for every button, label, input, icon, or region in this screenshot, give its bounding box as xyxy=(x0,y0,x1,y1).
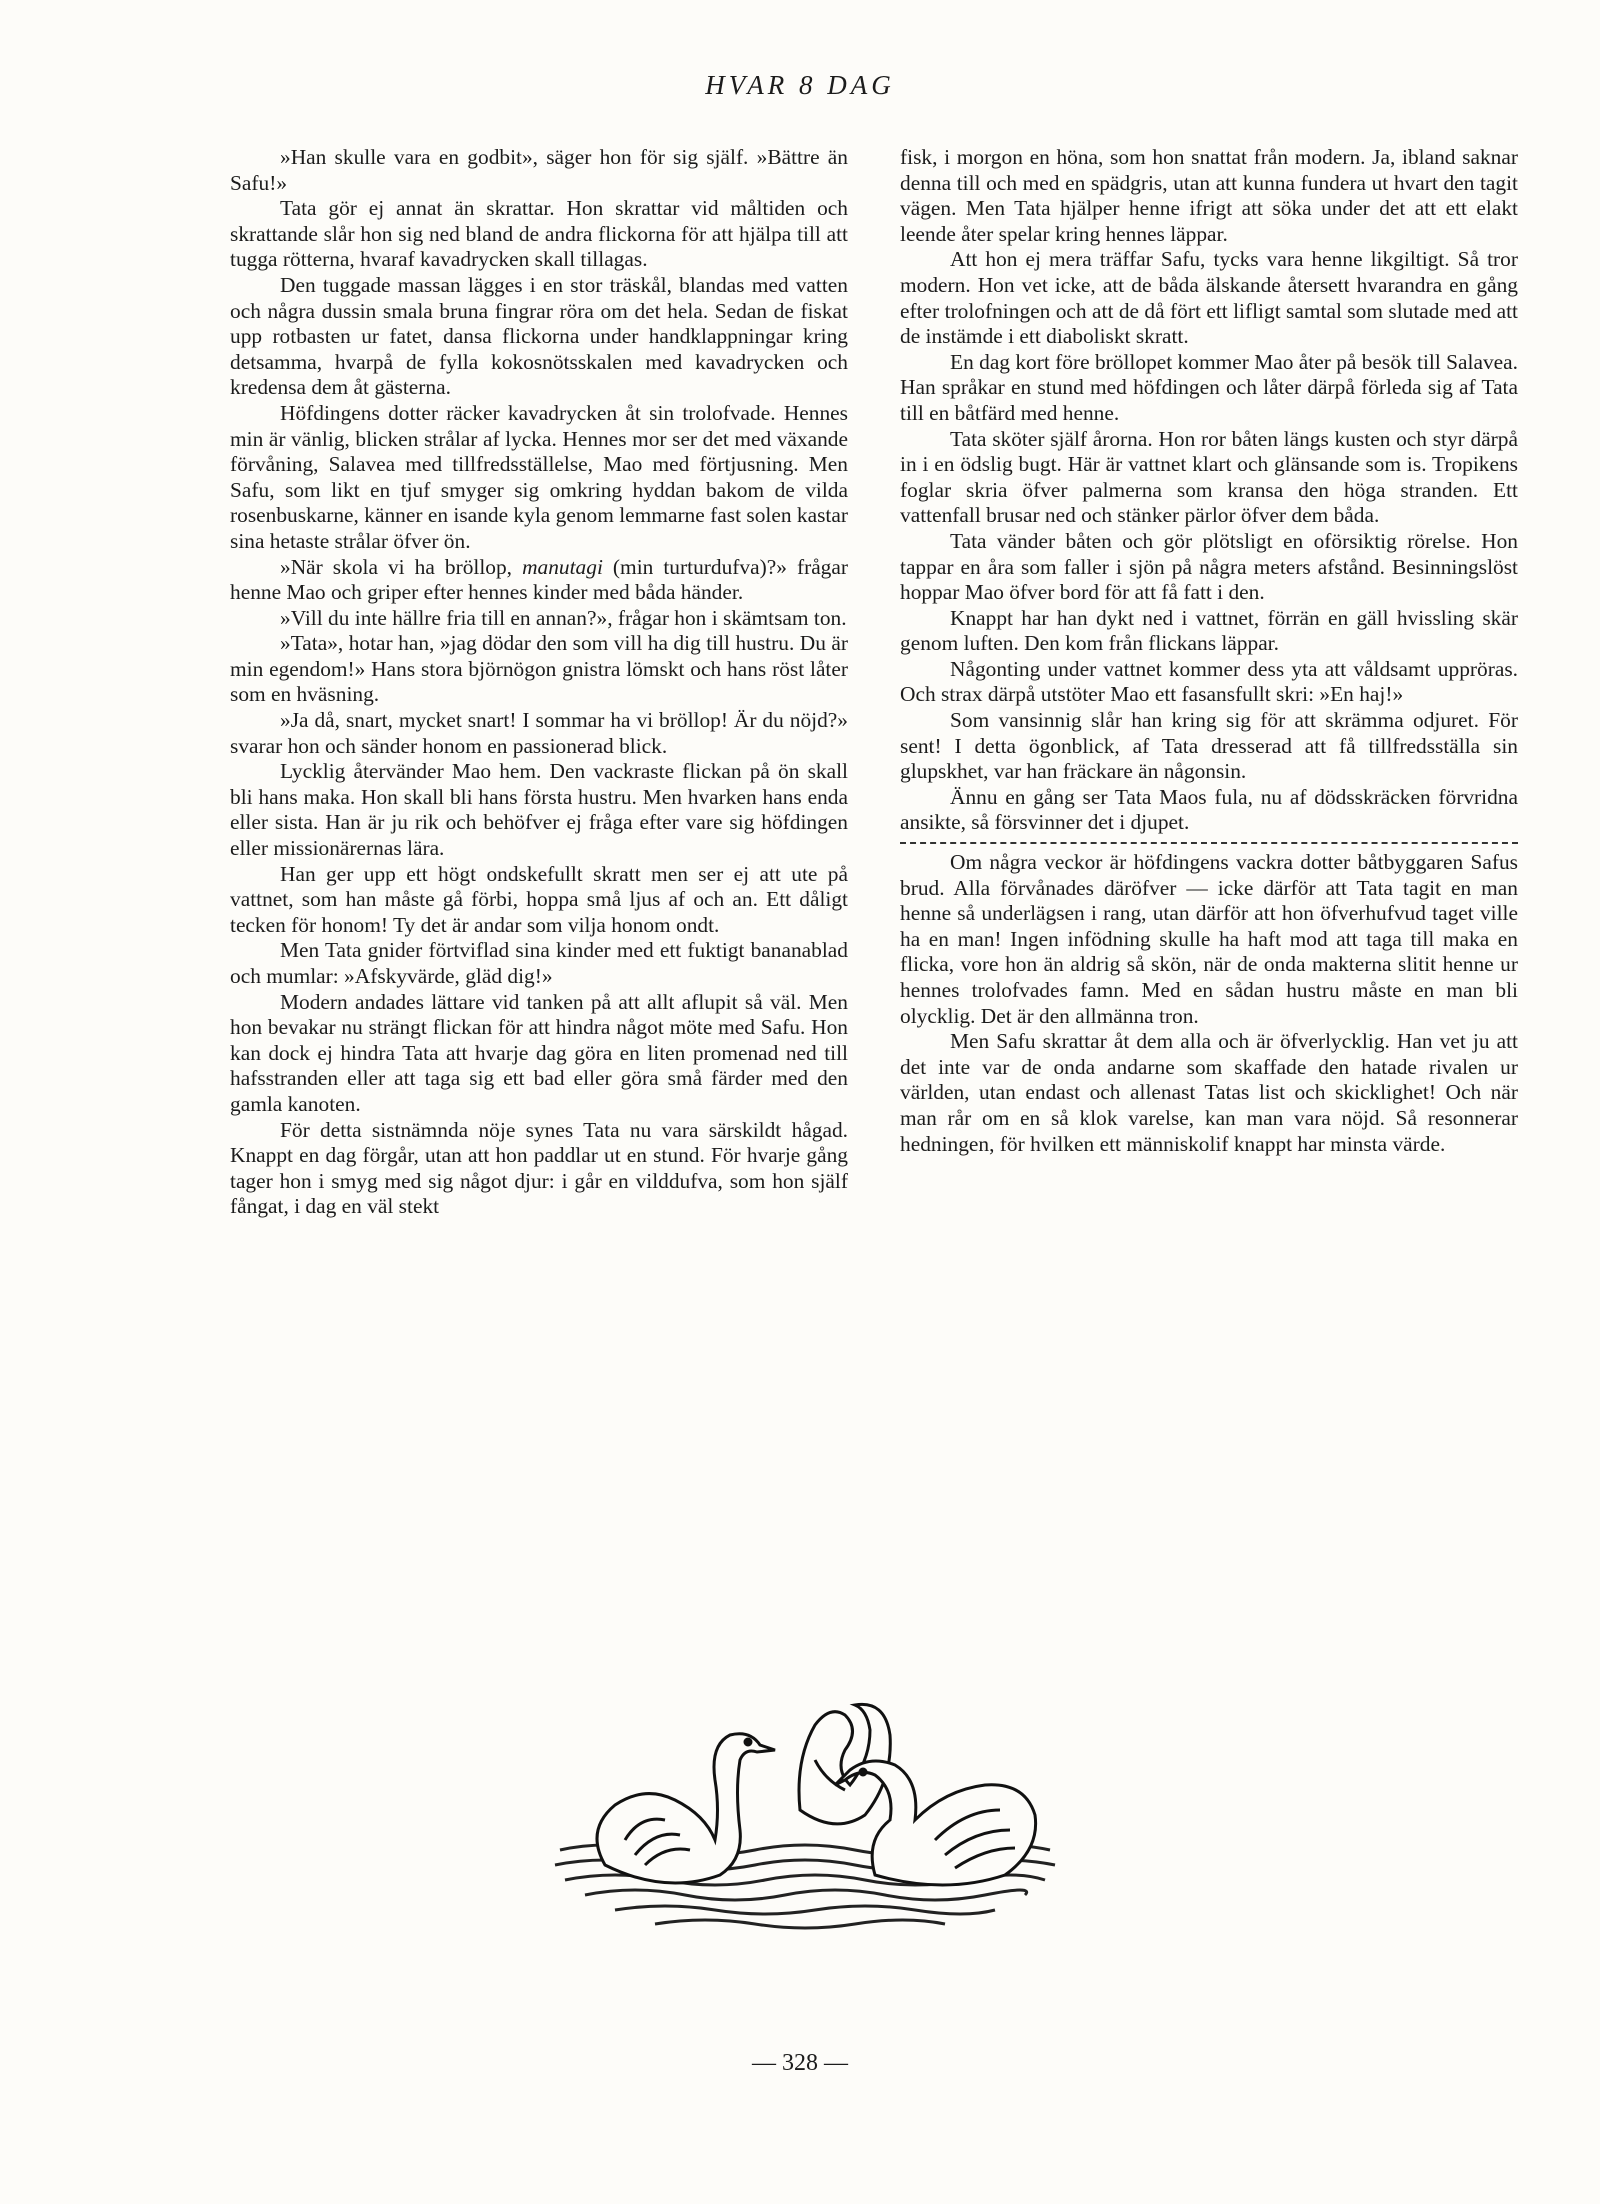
swans-illustration xyxy=(545,1690,1065,1940)
paragraph: fisk, i morgon en höna, som hon snattat från modern. Ja, ibland saknar denna till och med en spädgris, utan att kunna fundera ut hvart den tagit vägen. Men Tata hjälper henne ifrigt att söka under det att ett elakt leende åter spelar kring hennes läppar. xyxy=(900,145,1518,246)
paragraph: Om några veckor är höfdingens vackra dotter båtbyggaren Safus brud. Alla förvånades däröfver — icke därför att Tata tagit en man henne så underlägsen i rang, utan därför att hon öfverhufvud taget ville ha en man! Ingen infödning skulle ha haft mod att taga till maka en flicka, vore hon än aldrig så skön, när de onda makterna slitit henne ur hennes trolofvades famn. Med en sådan hustru måste en man bli olycklig. Det är den allmänna tron. xyxy=(900,850,1518,1028)
paragraph: Han ger upp ett högt ondskefullt skratt men ser ej att ute på vattnet, som han måste gå förbi, hoppa små ljus af och an. Ett dåligt tecken för honom! Ty det är andar som vilja honom ondt. xyxy=(230,861,848,937)
paragraph: En dag kort före bröllopet kommer Mao åter på besök till Salavea. Han språkar en stund med höfdingen och låter därpå förleda sig af Tata till en båtfärd med henne. xyxy=(900,349,1518,425)
paragraph: Tata sköter själf årorna. Hon ror båten längs kusten och styr därpå in i en ödslig bugt. Här är vattnet klart och glänsande som is. Tropikens foglar skria öfver palmerna som kransa den höga stranden. Ett vattenfall brusar ned och stänker pärlor öfver dem båda. xyxy=(900,426,1518,528)
paragraph: Höfdingens dotter räcker kavadrycken åt sin trolofvade. Hennes min är vänlig, blicken strålar af lycka. Hennes mor ser det med växande förvåning, Salavea med tillfredsställelse, Mao med förtjusning. Men Safu, som likt en tjuf smyger sig omkring hyddan bakom de vilda rosenbuskarne, känner en isande kyla genom lemmarne fast solen kastar sina hetaste strålar öfver ön. xyxy=(230,400,848,553)
paragraph: »Han skulle vara en godbit», säger hon för sig själf. »Bättre än Safu!» xyxy=(230,145,848,195)
paragraph-text: »När skola vi ha bröllop, xyxy=(280,554,523,579)
paragraph: Den tuggade massan lägges i en stor träskål, blandas med vatten och några dussin smala bruna fingrar röra om det hela. Sedan de fiskat upp rotbasten ur fatet, dansa flickorna under handklappningar kring detsamma, hvarpå de fylla kokosnötsskalen med kavadrycken och kredensa dem åt gästerna. xyxy=(230,272,848,400)
emphasis-word: manutagi xyxy=(522,554,603,579)
paragraph: »Vill du inte hällre fria till en annan?», frågar hon i skämtsam ton. xyxy=(280,605,847,630)
paragraph: Tata vänder båten och gör plötsligt en oförsiktig rörelse. Hon tappar en åra som faller i sjön på några meters afstånd. Besinningslöst hoppar Mao öfver bord för att få fatt i den. xyxy=(900,528,1518,605)
paragraph: Lycklig återvänder Mao hem. Den vackraste flickan på ön skall bli hans maka. Hon skall bli hans första hustru. Men hvarken hans enda eller sista. Han är ju rik och behöfver ej fråga efter vare sig höfdingen eller missionärernas lära. xyxy=(230,759,848,861)
running-header: HVAR 8 DAG xyxy=(705,70,895,100)
paragraph: Men Tata gnider förtviflad sina kinder med ett fuktigt bananablad och mumlar: »Afskyvärde, gläd dig!» xyxy=(230,938,848,988)
paragraph: Att hon ej mera träffar Safu, tycks vara henne likgiltigt. Så tror modern. Hon vet icke, att de båda älskande återsett hvarandra en gång efter trolofningen och att de då fört ett lifligt samtal som slutade med att de instämde i ett diaboliskt skratt. xyxy=(900,247,1518,349)
paragraph: Tata gör ej annat än skrattar. Hon skrattar vid måltiden och skrattande slår hon sig ned bland de andra flickorna för att hjälpa till att tugga rötterna, hvaraf kavadrycken skall tillagas. xyxy=(230,196,848,272)
paragraph: Men Safu skrattar åt dem alla och är öfverlycklig. Han vet ju att det inte var de onda andarne som skaffade den hatade rivalen ur världen, utan endast och allenast Tatas list och skicklighet! Och när man rår om en så klok varelse, kan man vara nöjd. Så resonnerar hedningen, för hvilken ett människolif knappt har minsta värde. xyxy=(900,1029,1518,1156)
left-column xyxy=(230,145,848,1220)
right-column xyxy=(900,145,1518,1157)
paragraph: »Ja då, snart, mycket snart! I sommar ha vi bröllop! Är du nöjd?» svarar hon och sänder honom en passionerad blick. xyxy=(230,708,848,758)
paragraph: Som vansinnig slår han kring sig för att skrämma odjuret. För sent! I detta ögonblick, af Tata dresserad att få tillfredsställa sin glupskhet, var han fräckare än någonsin. xyxy=(900,708,1518,784)
paragraph: Någonting under vattnet kommer dess yta att våldsamt uppröras. Och strax därpå utstöter Mao ett fasansfullt skri: »En haj!» xyxy=(900,656,1518,707)
paragraph: För detta sistnämnda nöje synes Tata nu vara särskildt hågad. Knappt en dag förgår, utan att hon paddlar ut en stund. För hvarje gång tager hon i smyg med sig något djur: i går en vilddufva, som hon själf fångat, i dag en väl stekt xyxy=(230,1117,848,1219)
paragraph-text: (min turturdufva)?» frågar henne Mao och griper efter hennes kinder med båda händer. xyxy=(230,554,848,605)
paragraph: Modern andades lättare vid tanken på att allt aflupit så väl. Men hon bevakar nu strängt flickan för att hindra något möte med Safu. Hon kan dock ej hindra Tata att hvarje dag göra en liten promenad ned till hafsstranden eller att taga sig ett bad eller göra små färder med den gamla kanoten. xyxy=(230,989,848,1116)
paragraph xyxy=(230,555,848,606)
swan-left xyxy=(597,1734,775,1883)
paragraph: Ännu en gång ser Tata Maos fula, nu af dödsskräcken förvridna ansikte, så försvinner det i djupet. xyxy=(900,784,1518,835)
page-number: — 328 — xyxy=(752,2050,848,2076)
paragraph: Knappt har han dykt ned i vattnet, förrän en gäll hvissling skär genom luften. Den kom från flickans läppar. xyxy=(900,605,1518,656)
section-divider xyxy=(900,842,1518,844)
paragraph: »Tata», hotar han, »jag dödar den som vill ha dig till hustru. Du är min egendom!» Hans stora björnögon gnistra lömskt och hans röst låter som en hväsning. xyxy=(230,631,848,707)
